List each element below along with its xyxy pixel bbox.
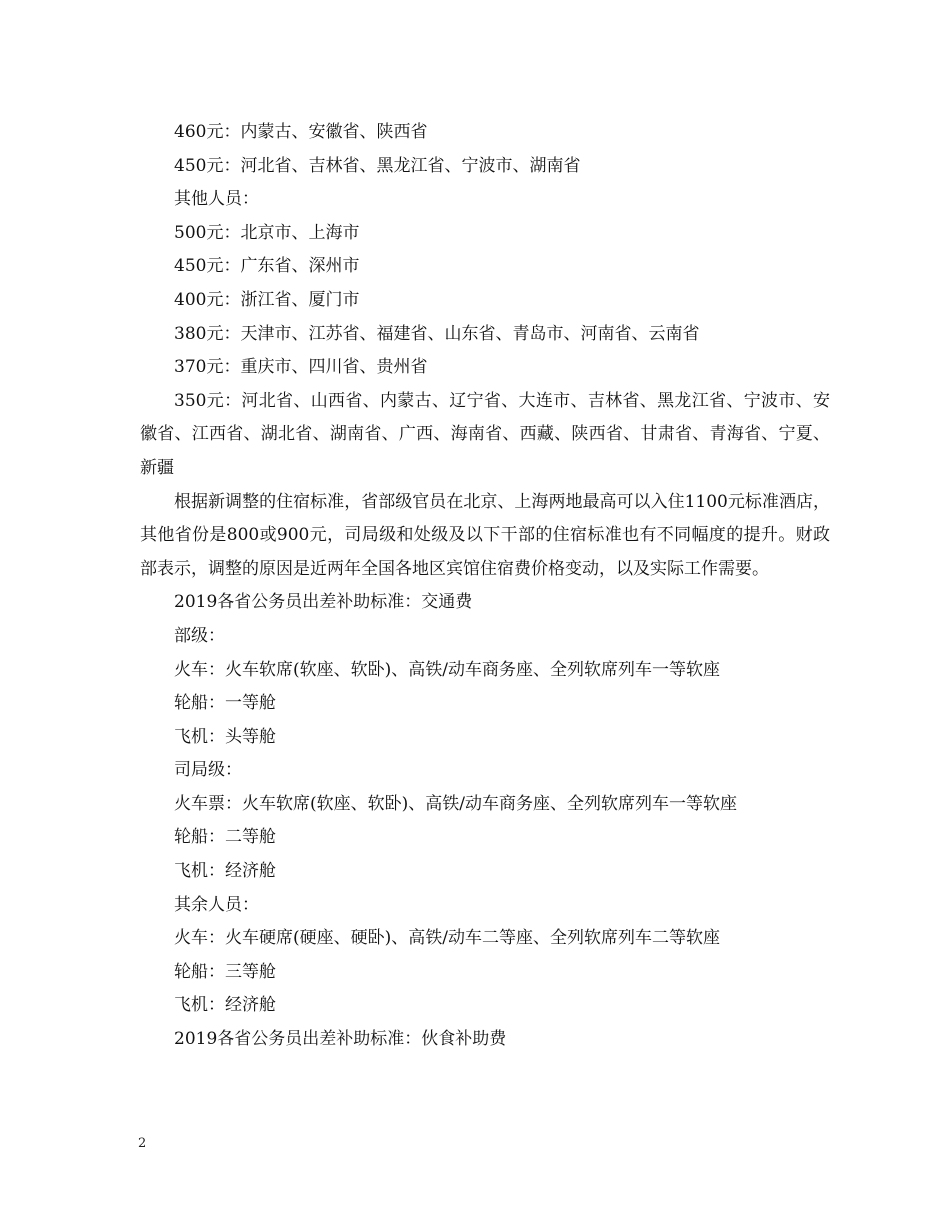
paragraph: 火车：火车硬席(硬座、硬卧)、高铁/动车二等座、全列软席列车二等软座 (174, 928, 720, 949)
paragraph: 火车：火车软席(软座、软卧)、高铁/动车商务座、全列软席列车一等软座 (174, 659, 720, 680)
paragraph: 部级： (174, 625, 225, 646)
paragraph: 380元：天津市、江苏省、福建省、山东省、青岛市、河南省、云南省 (174, 323, 700, 344)
paragraph: 400元：浙江省、厦门市 (174, 289, 360, 310)
paragraph: 飞机：经济舱 (174, 861, 276, 882)
paragraph: 其余人员： (174, 894, 259, 915)
paragraph: 其他人员： (174, 189, 259, 210)
document-body (140, 116, 830, 1057)
paragraph: 飞机：经济舱 (174, 995, 276, 1016)
paragraph: 火车票：火车软席(软座、软卧)、高铁/动车商务座、全列软席列车一等软座 (174, 793, 737, 814)
paragraph: 2019各省公务员出差补助标准：交通费 (174, 592, 473, 613)
paragraph: 450元：河北省、吉林省、黑龙江省、宁波市、湖南省 (174, 155, 581, 176)
paragraph: 2019各省公务员出差补助标准：伙食补助费 (174, 1029, 507, 1050)
paragraph: 350元：河北省、山西省、内蒙古、辽宁省、大连市、吉林省、黑龙江省、宁波市、安徽省、江西省、湖北省、湖南省、广西、海南省、西藏、陕西省、甘肃省、青海省、宁夏、新疆 (140, 390, 830, 478)
paragraph: 根据新调整的住宿标准，省部级官员在北京、上海两地最高可以入住1100元标准酒店，其他省份是800或900元，司局级和处级及以下干部的住宿标准也有不同幅度的提升。财政部表示，调整的原因是近两年全国各地区宾馆住宿费价格变动，以及实际工作需要。 (140, 491, 830, 579)
paragraph: 460元：内蒙古、安徽省、陕西省 (174, 122, 428, 142)
paragraph: 飞机：头等舱 (174, 726, 276, 747)
paragraph: 轮船：三等舱 (174, 961, 276, 982)
paragraph: 轮船：二等舱 (174, 827, 276, 848)
paragraph: 500元：北京市、上海市 (174, 222, 360, 243)
page-number: 2 (138, 1136, 147, 1151)
paragraph: 370元：重庆市、四川省、贵州省 (174, 357, 428, 378)
paragraph: 轮船：一等舱 (174, 693, 276, 714)
paragraph: 450元：广东省、深州市 (174, 256, 360, 277)
paragraph: 司局级： (174, 760, 242, 781)
